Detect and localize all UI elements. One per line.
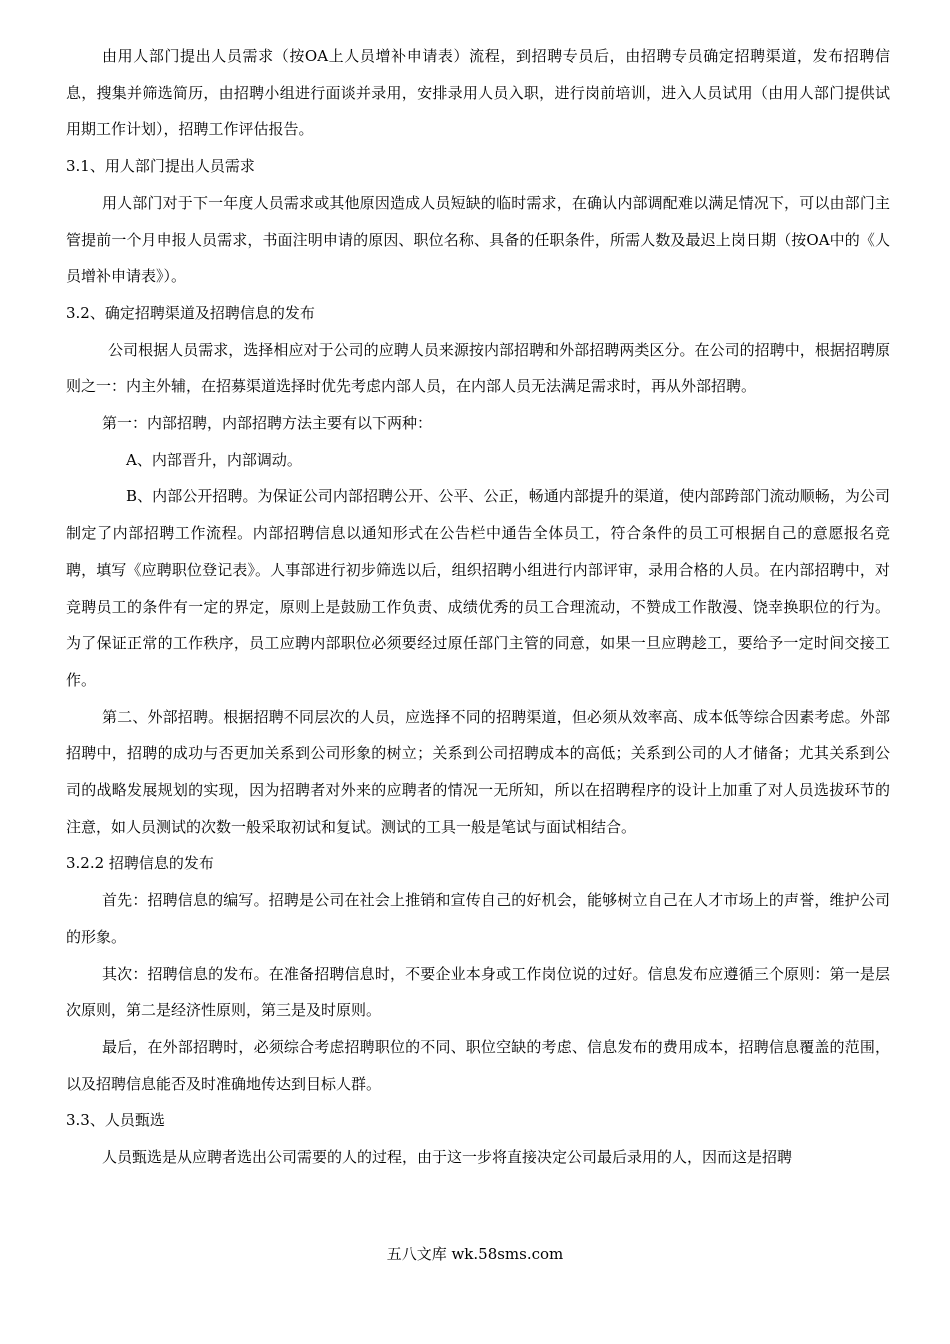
heading-3-2-2: 3.2.2 招聘信息的发布 xyxy=(66,854,214,873)
list-item-a: A、内部晋升，内部调动。 xyxy=(126,450,302,469)
paragraph-second: 其次：招聘信息的发布。在准备招聘信息时，不要企业本身或工作岗位说的过好。信息发布应遵循三个原则：第一是层次原则，第二是经济性原则，第三是及时原则。 xyxy=(66,964,890,1020)
paragraph-finally: 最后，在外部招聘时，必须综合考虑招聘职位的不同、职位空缺的考虑、信息发布的费用成本，招聘信息覆盖的范围，以及招聘信息能否及时准确地传达到目标人群。 xyxy=(66,1037,890,1093)
heading-3-3: 3.3、人员甄选 xyxy=(66,1111,165,1130)
heading-3-1: 3.1、用人部门提出人员需求 xyxy=(66,157,255,176)
paragraph-external-recruitment: 第二、外部招聘。根据招聘不同层次的人员，应选择不同的招聘渠道，但必须从效率高、成本低等综合因素考虑。外部招聘中，招聘的成功与否更加关系到公司形象的树立；关系到公司招聘成本的高低；关系到公司的人才储备；尤其关系到公司的战略发展规划的实现，因为招聘者对外来的应聘者的情况一无所知，所以在招聘程序的设计上加重了对人员选拔环节的注意，如人员测试的次数一般采取初试和复试。测试的工具一般是笔试与面试相结合。 xyxy=(66,707,890,836)
document-body xyxy=(66,38,890,1176)
paragraph-internal-recruitment: 第一：内部招聘，内部招聘方法主要有以下两种： xyxy=(102,414,433,433)
paragraph-recruitment-process: 由用人部门提出人员需求（按OA上人员增补申请表）流程，到招聘专员后，由招聘专员确定招聘渠道，发布招聘信息，搜集并筛选简历，由招聘小组进行面谈并录用，安排录用人员入职，进行岗前培训，进入人员试用（由用人部门提供试用期工作计划），招聘工作评估报告。 xyxy=(66,47,890,139)
page-footer: 五八文库 wk.58sms.com xyxy=(386,1245,564,1263)
paragraph-first: 首先：招聘信息的编写。招聘是公司在社会上推销和宣传自己的好机会，能够树立自己在人才市场上的声誉，维护公司的形象。 xyxy=(66,891,890,946)
paragraph-selection: 人员甄选是从应聘者选出公司需要的人的过程，由于这一步将直接决定公司最后录用的人，因而这是招聘 xyxy=(102,1148,793,1167)
heading-3-2: 3.2、确定招聘渠道及招聘信息的发布 xyxy=(66,303,315,322)
paragraph-recruitment-channels: 公司根据人员需求，选择相应对于公司的应聘人员来源按内部招聘和外部招聘两类区分。在公司的招聘中，根据招聘原则之一：内主外辅，在招募渠道选择时优先考虑内部人员，在内部人员无法满足需求时，再从外部招聘。 xyxy=(66,340,890,396)
list-item-b: B、内部公开招聘。为保证公司内部招聘公开、公平、公正，畅通内部提升的渠道，使内部跨部门流动顺畅，为公司制定了内部招聘工作流程。内部招聘信息以通知形式在公告栏中通告全体员工，符合条件的员工可根据自己的意愿报名竞聘，填写《应聘职位登记表》。人事部进行初步筛选以后，组织招聘小组进行内部评审，录用合格的人员。在内部招聘中，对竞聘员工的条件有一定的界定，原则上是鼓励工作负责、成绩优秀的员工合理流动，不赞成工作散漫、饶幸换职位的行为。为了保证正常的工作秩序，员工应聘内部职位必须要经过原任部门主管的同意，如果一旦应聘趁工，要给予一定时间交接工作。 xyxy=(66,487,890,689)
paragraph-staff-demand: 用人部门对于下一年度人员需求或其他原因造成人员短缺的临时需求，在确认内部调配难以满足情况下，可以由部门主管提前一个月申报人员需求，书面注明申请的原因、职位名称、具备的任职条件，所需人数及最迟上岗日期（按OA中的《人员增补申请表》）。 xyxy=(66,193,890,286)
